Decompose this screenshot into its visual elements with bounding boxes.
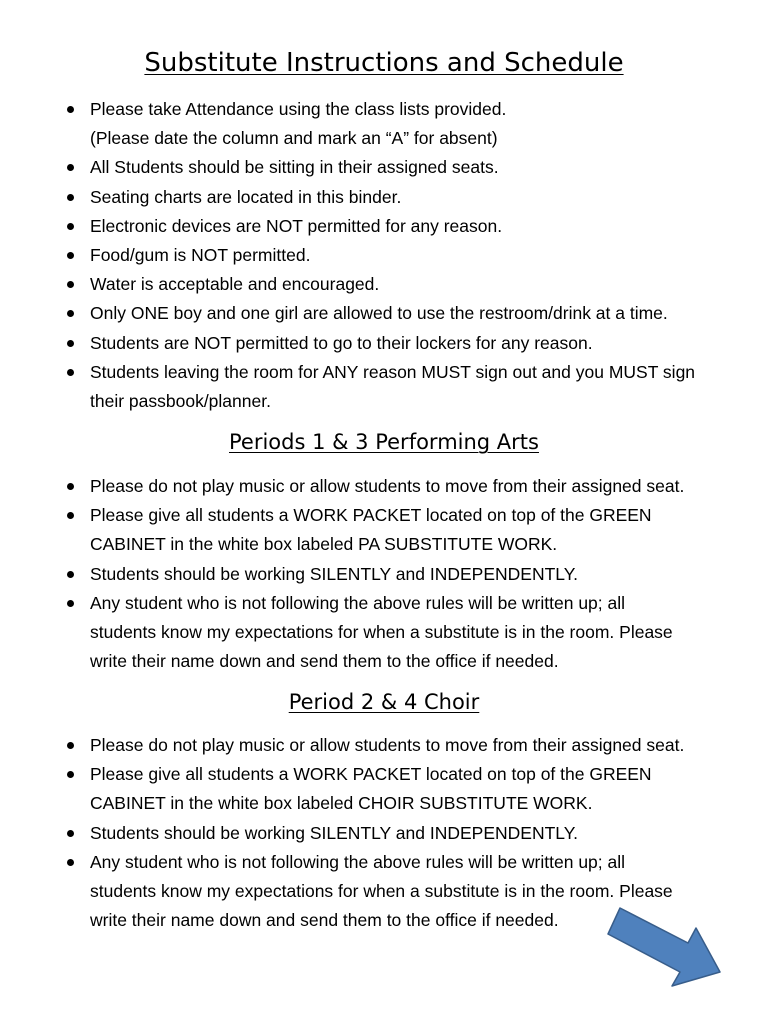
list-item-line: Food/gum is NOT permitted.: [90, 245, 311, 266]
list-item: [0, 731, 730, 760]
list-item-line: students know my expectations for when a substitute is in the room. Please: [90, 881, 673, 902]
list-item-line: All Students should be sitting in their assigned seats.: [90, 157, 499, 178]
list-item-line: students know my expectations for when a substitute is in the room. Please: [90, 622, 673, 643]
list-item: [0, 560, 730, 589]
list-item-line: Any student who is not following the above rules will be written up; all: [90, 851, 626, 872]
list-item: [0, 501, 730, 559]
list-item-line: CABINET in the white box labeled CHOIR SUBSTITUTE WORK.: [90, 793, 593, 814]
list-item-line: write their name down and send them to the office if needed.: [90, 651, 559, 672]
list-item: [0, 819, 730, 848]
list-item-line: CABINET in the white box labeled PA SUBSTITUTE WORK.: [90, 534, 558, 555]
section-heading-performing-arts: Periods 1 & 3 Performing Arts: [229, 430, 539, 454]
performing-arts-list: [0, 472, 730, 676]
general-rules-list: [0, 95, 730, 416]
list-item: [0, 472, 730, 501]
list-item-line: Please give all students a WORK PACKET located on top of the GREEN: [90, 764, 652, 785]
list-item-line: Please take Attendance using the class lists provided.: [90, 99, 507, 119]
list-item: [0, 153, 730, 182]
section-heading-choir: Period 2 & 4 Choir: [288, 690, 480, 714]
list-item: [0, 270, 730, 299]
list-item: [0, 358, 730, 416]
list-item: [0, 183, 730, 212]
list-item-line: Electronic devices are NOT permitted for any reason.: [90, 215, 503, 236]
list-item-line: Any student who is not following the above rules will be written up; all: [90, 592, 626, 613]
list-item-line: Water is acceptable and encouraged.: [90, 274, 380, 295]
page-title: Substitute Instructions and Schedule: [144, 48, 624, 78]
list-item: [0, 241, 730, 270]
list-item: [0, 760, 730, 818]
list-item-line: Students should be working SILENTLY and INDEPENDENTLY.: [90, 563, 578, 584]
list-item-line: Please give all students a WORK PACKET located on top of the GREEN: [90, 505, 652, 526]
list-item: [0, 329, 730, 358]
list-item-line: Please do not play music or allow students to move from their assigned seat.: [90, 735, 685, 755]
list-item: [0, 589, 730, 677]
list-item-line: Only ONE boy and one girl are allowed to use the restroom/drink at a time.: [90, 303, 668, 324]
list-item-line: write their name down and send them to the office if needed.: [90, 910, 559, 931]
list-item: [0, 212, 730, 241]
list-item-line: Please do not play music or allow students to move from their assigned seat.: [90, 476, 685, 496]
list-item-line: Seating charts are located in this binder.: [90, 186, 402, 207]
list-item-line: Students are NOT permitted to go to their lockers for any reason.: [90, 332, 593, 353]
list-item-line: their passbook/planner.: [90, 391, 271, 412]
arrow-right-down-icon[interactable]: [600, 900, 730, 995]
arrow-shape[interactable]: [608, 908, 720, 986]
list-item: [0, 299, 730, 328]
list-item-line: (Please date the column and mark an “A” for absent): [90, 128, 498, 149]
list-item-line: Students should be working SILENTLY and INDEPENDENTLY.: [90, 822, 578, 843]
list-item-line: Students leaving the room for ANY reason MUST sign out and you MUST sign: [90, 361, 696, 382]
list-item: [0, 95, 730, 153]
